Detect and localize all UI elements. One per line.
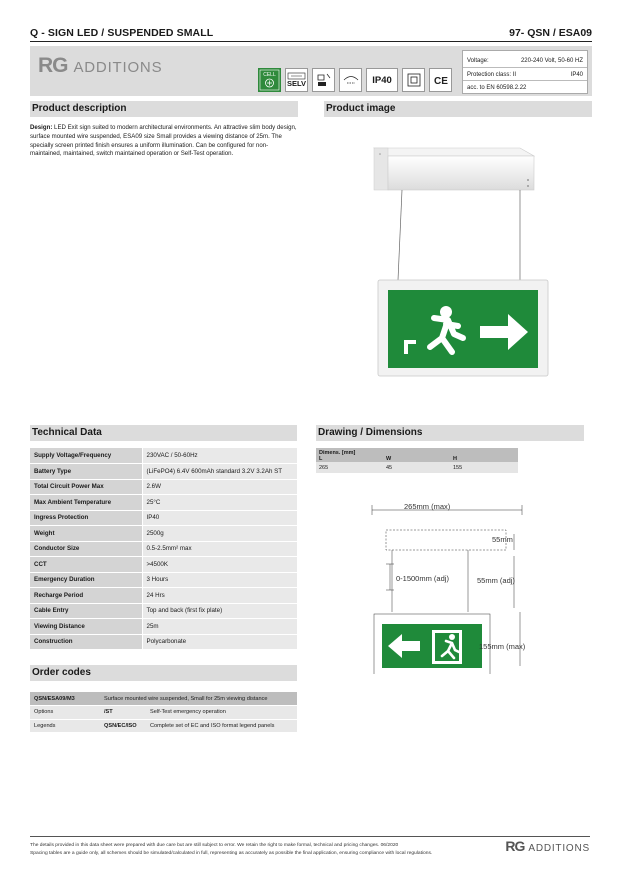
ce-mark-icon	[429, 68, 452, 92]
ceiling-box-end	[374, 148, 388, 190]
certification-icons	[258, 68, 452, 92]
width-dim-label: 265mm (max)	[404, 502, 451, 511]
spec-divider	[463, 80, 587, 81]
ceiling-box-top	[374, 148, 534, 156]
tech-row	[30, 464, 297, 480]
brand-name: ADDITIONS	[73, 59, 163, 76]
section-product-image: Product image	[324, 101, 592, 117]
tech-row	[30, 495, 297, 511]
tech-key: Recharge Period	[30, 588, 142, 604]
section-product-description: Product description	[30, 101, 298, 117]
tech-value: (LiFePO4) 6.4V 600mAh standard 3.2V 3.2Ah ST	[142, 464, 297, 480]
section-technical-data: Technical Data	[30, 425, 297, 441]
tech-row	[30, 448, 297, 464]
spec-divider	[463, 67, 587, 68]
dimensions-header-row: Dimens. [mm] L W H	[316, 448, 518, 462]
tech-value: 25m	[142, 619, 297, 635]
tech-value: >4500K	[142, 557, 297, 573]
ceiling-box-front	[388, 156, 534, 190]
spec-box	[462, 50, 588, 94]
tech-row	[30, 603, 297, 619]
tech-key: CCT	[30, 557, 142, 573]
product-description	[30, 124, 298, 159]
class-two-icon	[402, 68, 425, 92]
tech-key: Conductor Size	[30, 541, 142, 557]
product-title: Q - SIGN LED / SUSPENDED SMALL	[30, 27, 214, 39]
section-order-codes: Order codes	[30, 665, 297, 681]
tech-value: 3 Hours	[142, 572, 297, 588]
footer-disclaimer: The details provided in this data sheet were prepared with due care but are still subject to error. We retain the right to make formal, technical and pricing changes. 06/2020 Spacing tables are a guide only, all schemes should be simulated/calculated in full, representing as accurately as possible the final application, ensuring compliance with local regulations.	[30, 843, 433, 856]
luminaire-mount-icon	[312, 68, 335, 92]
tech-key: Cable Entry	[30, 603, 142, 619]
tech-row	[30, 510, 297, 526]
tech-row	[30, 541, 297, 557]
description-text: LED Exit sign suited to modern architectural environments. An attractive slim body design, surface mounted wire suspended, ESA09 size Small provides a viewing distance of 25m. The specially screen printed finish ensures a uniform illumination. Can be configured for non-maintained, maintained, switch maintained operation or Self-Test operation.	[30, 124, 297, 158]
tech-row	[30, 619, 297, 635]
order-row: QSN/ESA09/M3 Surface mounted wire suspended, Small for 25m viewing distance	[30, 692, 297, 706]
dimension-drawing	[368, 494, 538, 674]
description-lead: Design:	[30, 124, 53, 131]
ip-rating-icon	[366, 68, 398, 92]
tech-key: Max Ambient Temperature	[30, 495, 142, 511]
sign-height-dim-label: 155mm (max)	[479, 642, 526, 651]
selv-label: SELV	[286, 79, 307, 88]
brand-logo	[38, 54, 162, 76]
footer-divider	[30, 836, 590, 837]
adj-dim-label: 55mm (adj)	[477, 576, 515, 585]
section-drawing-dimensions: Drawing / Dimensions	[316, 425, 584, 441]
title-bar	[30, 26, 592, 42]
ip-rating-label: IP40	[372, 74, 392, 86]
tech-value: IP40	[142, 510, 297, 526]
brand-mark: RG	[38, 54, 68, 77]
order-codes-table	[30, 692, 297, 733]
running-man-icon	[449, 634, 455, 640]
tech-key: Construction	[30, 634, 142, 650]
tech-key: Ingress Protection	[30, 510, 142, 526]
technical-data-table	[30, 448, 297, 650]
footer-brand-logo: RG ADDITIONS	[505, 838, 590, 854]
svg-text:CE: CE	[433, 76, 448, 87]
suspension-dim-label: 0-1500mm (adj)	[396, 574, 449, 583]
suspension-wire-left	[398, 190, 402, 280]
tech-value: Polycarbonate	[142, 634, 297, 650]
spec-row: Voltage: 220-240 Volt, 50-60 HZ	[467, 58, 583, 64]
spec-row: acc. to EN 60598.2.22	[467, 85, 527, 91]
tech-key: Battery Type	[30, 464, 142, 480]
selv-icon	[285, 68, 308, 92]
temperature-rating-icon	[339, 68, 362, 92]
order-row: Options /ST Self-Test emergency operation	[30, 706, 297, 720]
svg-text:CELL: CELL	[263, 72, 276, 78]
tech-row	[30, 634, 297, 650]
tech-row	[30, 479, 297, 495]
tech-key: Emergency Duration	[30, 572, 142, 588]
tech-key: Weight	[30, 526, 142, 542]
tech-value: 2.6W	[142, 479, 297, 495]
top-dim-label: 55mm	[492, 535, 513, 544]
spec-row: Protection class: II IP40	[467, 72, 583, 78]
tech-value: 25°C	[142, 495, 297, 511]
tech-value: 2500g	[142, 526, 297, 542]
tech-row	[30, 557, 297, 573]
tech-key: Total Circuit Power Max	[30, 479, 142, 495]
tech-value: 24 Hrs	[142, 588, 297, 604]
cell-battery-icon	[258, 68, 281, 92]
tech-row	[30, 588, 297, 604]
product-code: 97- QSN / ESA09	[509, 27, 592, 39]
dimensions-value-row: 265 45 155	[316, 462, 518, 473]
tech-row	[30, 572, 297, 588]
tech-key: Supply Voltage/Frequency	[30, 448, 142, 464]
dimensions-table	[316, 448, 518, 473]
tech-value: 0.5-2.5mm² max	[142, 541, 297, 557]
order-row: Legends QSN/EC/ISO Complete set of EC and ISO format legend panels	[30, 719, 297, 733]
tech-value: 230VAC / 50-60Hz	[142, 448, 297, 464]
product-image	[368, 142, 558, 392]
header-band	[30, 46, 592, 96]
tech-value: Top and back (first fix plate)	[142, 603, 297, 619]
tech-row	[30, 526, 297, 542]
tech-key: Viewing Distance	[30, 619, 142, 635]
